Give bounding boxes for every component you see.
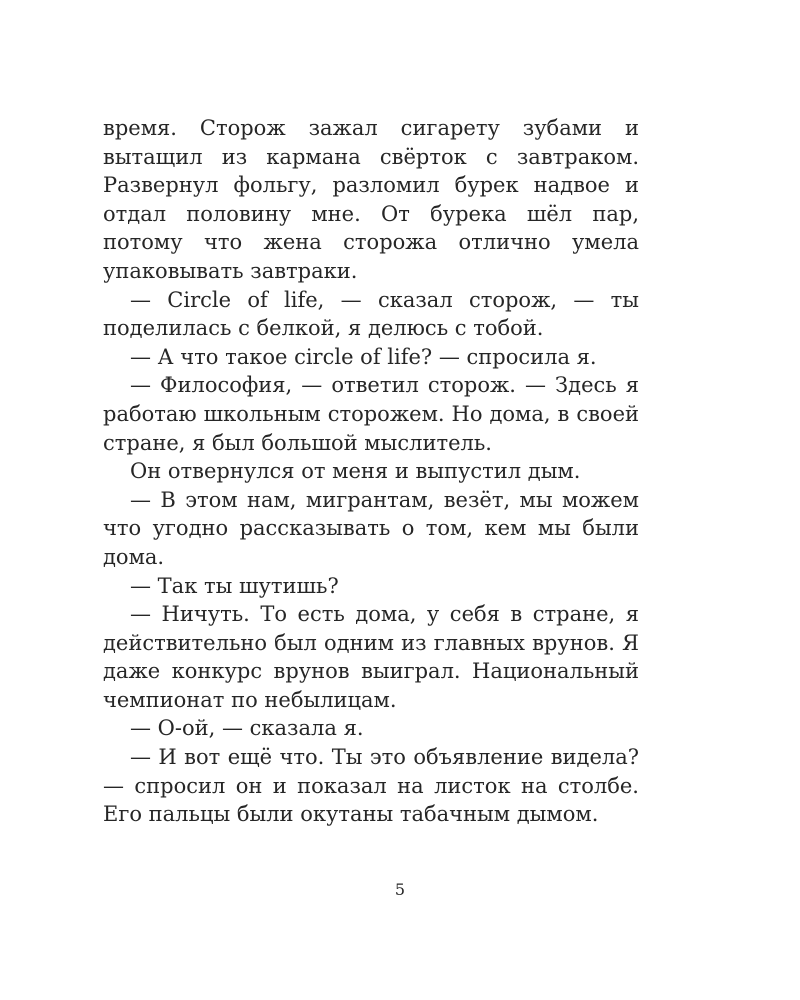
page-number: 5 [394,880,406,899]
paragraph: — Ничуть. То есть дома, у себя в стране, я действительно был одним из главных врунов. Я даже конкурс врунов выиграл. Национальный чемпионат по небылицам. [103,602,639,712]
paragraph: — И вот ещё что. Ты это объявление видела? — спросил он и показал на листок на столбе. Его пальцы были окутаны табачным дымом. [103,745,639,827]
paragraph: время. Сторож зажал сигарету зубами и вытащил из кармана свёрток с завтраком. Развернул фольгу, разломил бурек надвое и отдал половину мне. От бурека шёл пар, потому что жена сторожа отлично умела упаковывать завтраки. [103,116,639,283]
body-text [103,114,639,829]
paragraph: — Circle of life, — сказал сторож, — ты поделилась с белкой, я делюсь с тобой. [103,287,639,341]
paragraph: Он отвернулся от меня и выпустил дым. [130,459,581,484]
paragraph: — Так ты шутишь? [130,573,339,598]
paragraph: — О-ой, — сказала я. [130,716,364,741]
paragraph: — А что такое circle of life? — спросила я. [130,344,597,369]
paragraph: — Философия, — ответил сторож. — Здесь я работаю школьным сторожем. Но дома, в своей стране, я был большой мыслитель. [103,373,639,455]
paragraph: — В этом нам, мигрантам, везёт, мы можем что угодно рассказывать о том, кем мы были дома. [103,487,639,569]
